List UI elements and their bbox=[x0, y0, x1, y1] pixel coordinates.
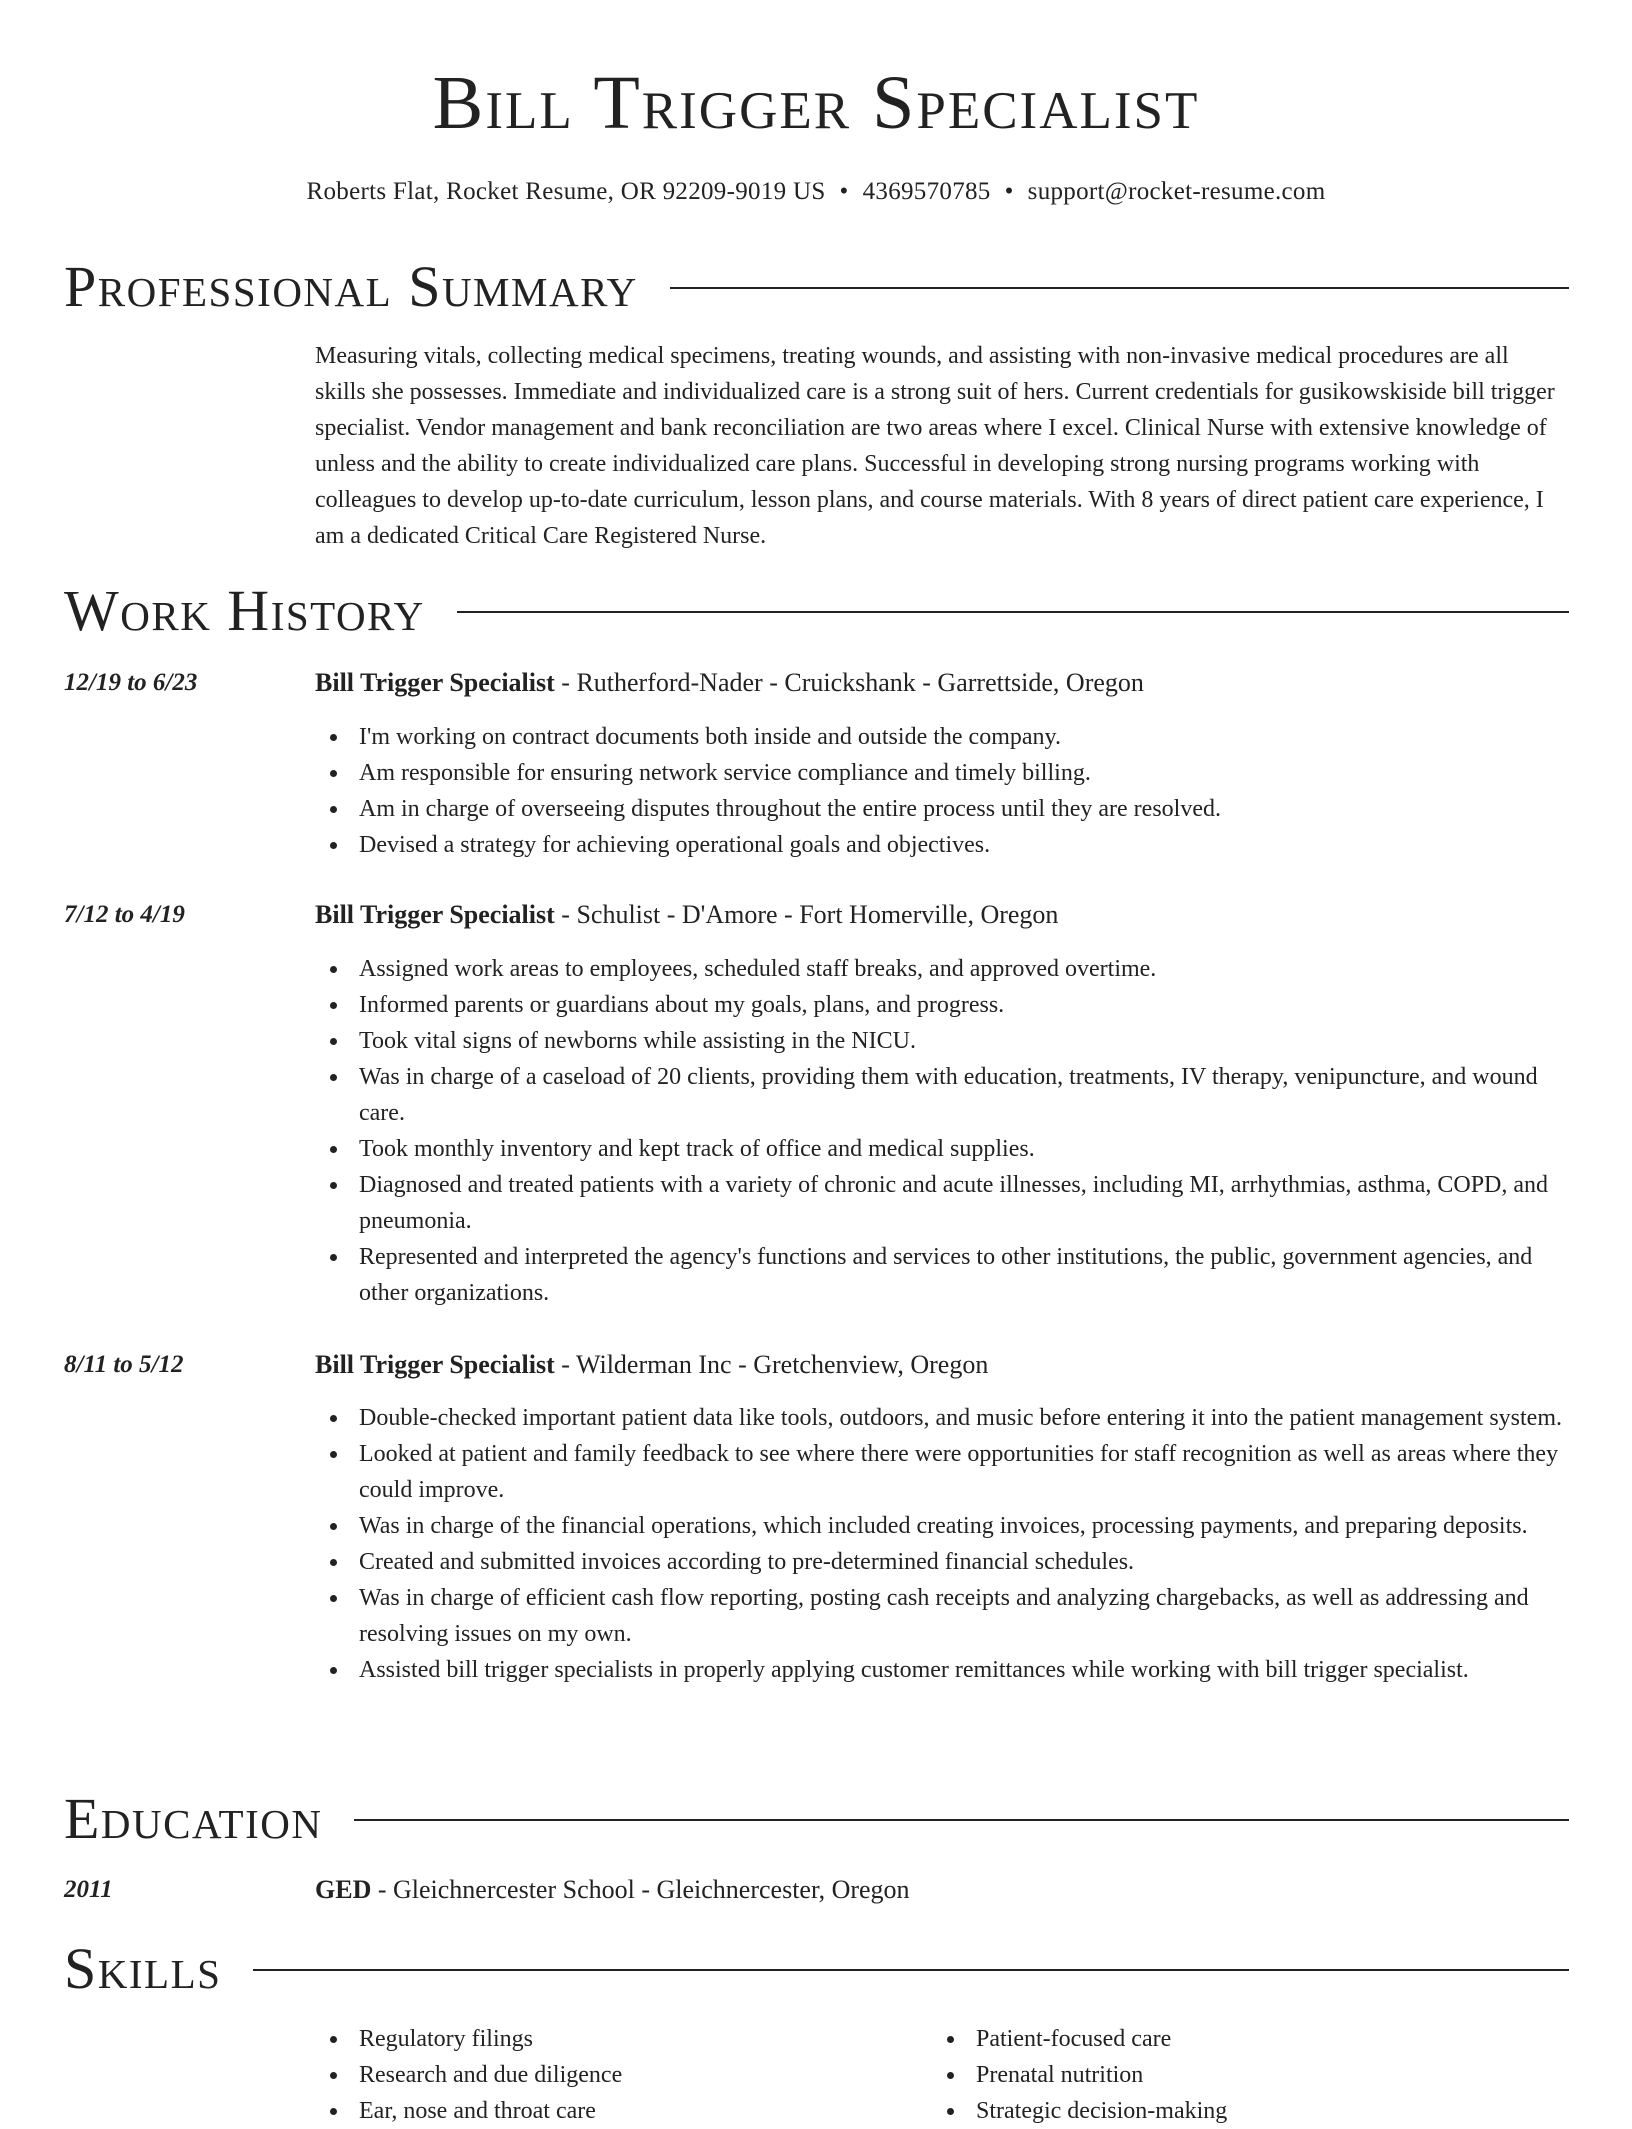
list-item: Assisted bill trigger specialists in properly applying customer remittances while working with bill trigger specialist. bbox=[359, 1652, 1565, 1688]
list-item: Was in charge of the financial operations, which included creating invoices, processing payments, and preparing deposits. bbox=[359, 1508, 1565, 1544]
list-item: Am responsible for ensuring network service compliance and timely billing. bbox=[359, 755, 1565, 791]
section-divider bbox=[670, 287, 1569, 289]
job-details: - Rutherford-Nader - Cruickshank - Garrettside, Oregon bbox=[554, 668, 1144, 697]
list-item: Took vital signs of newborns while assisting in the NICU. bbox=[359, 1023, 1565, 1059]
job-title: Bill Trigger Specialist bbox=[315, 668, 555, 697]
candidate-name: Bill Trigger Specialist bbox=[432, 61, 1200, 145]
list-item: Looked at patient and family feedback to see where there were opportunities for staff recognition as well as areas where they could improve. bbox=[359, 1436, 1565, 1508]
job-dates: 8/11 to 5/12 bbox=[64, 1351, 184, 1378]
job-title: Bill Trigger Specialist bbox=[315, 1350, 555, 1379]
list-item: I'm working on contract documents both inside and outside the company. bbox=[359, 719, 1565, 755]
separator-dot: • bbox=[839, 178, 849, 205]
education-section-header bbox=[64, 1784, 1569, 1854]
list-item: Double-checked important patient data like tools, outdoors, and music before entering it into the patient management system. bbox=[359, 1400, 1565, 1436]
skills-section-header bbox=[64, 1934, 1569, 2004]
education-heading: Education bbox=[64, 1786, 323, 1851]
list-item: Assigned work areas to employees, scheduled staff breaks, and approved overtime. bbox=[359, 951, 1565, 987]
skill-item: Regulatory filings bbox=[359, 2021, 1565, 2057]
job-heading bbox=[315, 897, 1565, 933]
summary-section-header bbox=[64, 252, 1569, 322]
education-entry bbox=[315, 1872, 1565, 1908]
job-heading bbox=[315, 665, 1565, 701]
contact-line bbox=[0, 174, 1632, 210]
skill-item: Patient-focused care bbox=[976, 2021, 1632, 2057]
job-bullet-list bbox=[315, 951, 1565, 1311]
job-dates: 12/19 to 6/23 bbox=[64, 669, 198, 696]
education-details: - Gleichnercester School - Gleichnercester, Oregon bbox=[371, 1875, 910, 1904]
separator-dot: • bbox=[1004, 178, 1014, 205]
list-item: Diagnosed and treated patients with a variety of chronic and acute illnesses, including MI, arrhythmias, asthma, COPD, and pneumonia. bbox=[359, 1167, 1565, 1239]
skills-list-right bbox=[932, 2021, 1632, 2129]
work-section-header bbox=[64, 576, 1569, 646]
skill-item: Ear, nose and throat care bbox=[359, 2093, 1565, 2129]
job-details: - Schulist - D'Amore - Fort Homerville, Oregon bbox=[554, 900, 1059, 929]
education-year: 2011 bbox=[64, 1876, 113, 1903]
section-divider bbox=[253, 1969, 1569, 1971]
email: support@rocket-resume.com bbox=[1027, 178, 1326, 205]
list-item: Am in charge of overseeing disputes throughout the entire process until they are resolved. bbox=[359, 791, 1565, 827]
address: Roberts Flat, Rocket Resume, OR 92209-9019 US bbox=[306, 178, 826, 205]
phone: 4369570785 bbox=[862, 178, 991, 205]
job-heading bbox=[315, 1347, 1565, 1383]
section-divider bbox=[354, 1819, 1569, 1821]
work-heading: Work History bbox=[64, 578, 425, 643]
job-bullet-list bbox=[315, 1400, 1565, 1688]
list-item: Was in charge of a caseload of 20 clients, providing them with education, treatments, IV therapy, venipuncture, and wound care. bbox=[359, 1059, 1565, 1131]
list-item: Was in charge of efficient cash flow reporting, posting cash receipts and analyzing chargebacks, as well as addressing and resolving issues on my own. bbox=[359, 1580, 1565, 1652]
job-title: Bill Trigger Specialist bbox=[315, 900, 555, 929]
skill-item: Strategic decision-making bbox=[976, 2093, 1632, 2129]
job-dates: 7/12 to 4/19 bbox=[64, 901, 185, 928]
list-item: Represented and interpreted the agency's functions and services to other institutions, the public, government agencies, and other organizations. bbox=[359, 1239, 1565, 1311]
list-item: Devised a strategy for achieving operational goals and objectives. bbox=[359, 827, 1565, 863]
skills-heading: Skills bbox=[64, 1936, 222, 2001]
list-item: Took monthly inventory and kept track of office and medical supplies. bbox=[359, 1131, 1565, 1167]
job-details: - Wilderman Inc - Gretchenview, Oregon bbox=[554, 1350, 989, 1379]
list-item: Informed parents or guardians about my goals, plans, and progress. bbox=[359, 987, 1565, 1023]
skill-item: Research and due diligence bbox=[359, 2057, 1565, 2093]
section-divider bbox=[457, 611, 1569, 613]
summary-text: Measuring vitals, collecting medical specimens, treating wounds, and assisting with non-invasive medical procedures are all skills she possesses. Immediate and individualized care is a strong suit of hers. Current credentials for gusikowskiside bill trigger specialist. Vendor management and bank reconciliation are two areas where I excel. Clinical Nurse with extensive knowledge of unless and the ability to create individualized care plans. Successful in developing strong nursing programs working with colleagues to develop up-to-date curriculum, lesson plans, and course materials. With 8 years of direct patient care experience, I am a dedicated Critical Care Registered Nurse. bbox=[315, 343, 1555, 549]
job-bullet-list bbox=[315, 719, 1565, 863]
education-degree: GED bbox=[315, 1875, 372, 1904]
summary-heading: Professional Summary bbox=[64, 254, 638, 319]
list-item: Created and submitted invoices according to pre-determined financial schedules. bbox=[359, 1544, 1565, 1580]
skill-item: Prenatal nutrition bbox=[976, 2057, 1632, 2093]
